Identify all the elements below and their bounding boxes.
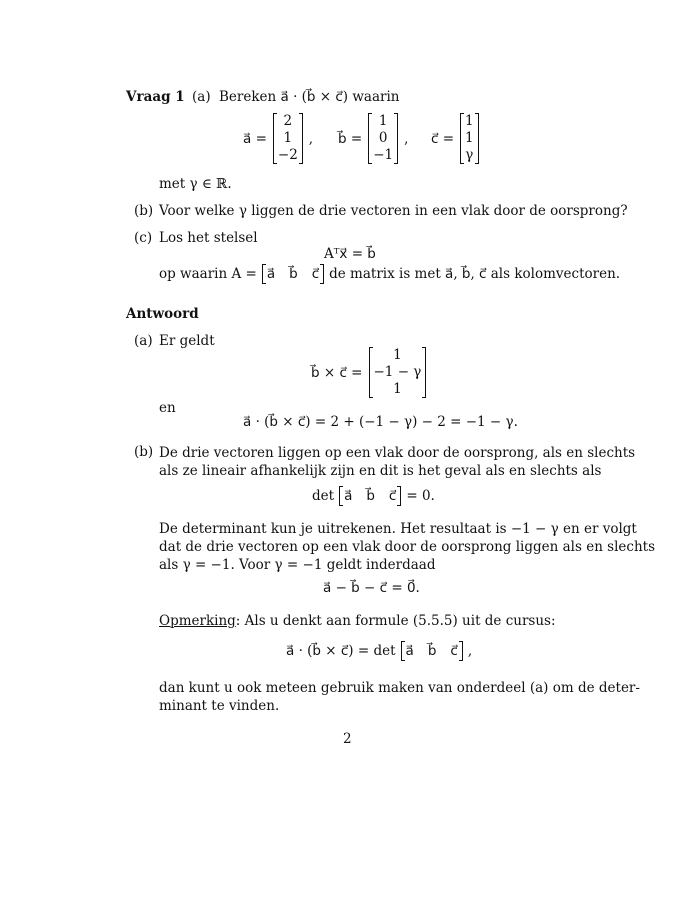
vector-a-lhs: a⃗ = (243, 130, 267, 147)
matrix-column: c⃗ (450, 643, 458, 659)
vector-a-entry: 1 (283, 130, 293, 146)
vector-b-entry: −1 (373, 147, 394, 163)
matrix-column: a⃗ (266, 266, 276, 282)
det-operator: det (312, 488, 335, 504)
answer-b-line: De determinant kun je uitrekenen. Het resultaat is −1 − γ en er volgt (159, 521, 637, 537)
vector-c-entry: γ (465, 147, 474, 163)
vector-c-definition (431, 113, 479, 164)
cross-product-vector (369, 347, 427, 398)
question-title: Vraag 1 (126, 89, 185, 105)
matrix-column: c⃗ (311, 266, 320, 282)
vector-a-entry: 2 (283, 113, 293, 129)
vector-c-entry: 1 (465, 113, 474, 129)
answer-b-label: (b) (134, 444, 154, 460)
det-suffix: = 0. (406, 488, 435, 504)
cross-product-lhs: b⃗ × c⃗ = (311, 364, 363, 381)
remark-text: : Als u denkt aan formule (5.5.5) uit de cursus: (235, 613, 556, 629)
comma: , (404, 130, 409, 147)
formula-suffix: , (467, 643, 473, 659)
matrix-a-suffix: de matrix is met a⃗, b⃗, c⃗ als kolomvectoren. (329, 266, 621, 282)
matrix-column: a⃗ (344, 488, 353, 504)
matrix-column: b⃗ (366, 488, 375, 504)
item-b-text: Voor welke γ liggen de drie vectoren in een vlak door de oorsprong? (159, 203, 628, 219)
system-equation: Aᵀx⃗ = b⃗ (324, 246, 376, 262)
cross-product-result (311, 347, 426, 398)
comma: , (308, 130, 314, 147)
closing-line: dan kunt u ook meteen gebruik maken van onderdeel (a) om de deter- (159, 680, 640, 696)
vector-b-definition (338, 113, 408, 164)
det-matrix (339, 486, 401, 506)
answer-b-line: De drie vectoren liggen op een vlak door de oorsprong, als en slechts (159, 445, 636, 461)
answer-b-line: dat de drie vectoren op een vlak door de oorsprong liggen als en slechts (159, 539, 656, 555)
answer-b-line: als γ = −1. Voor γ = −1 geldt inderdaad (159, 557, 436, 573)
vector-c-entry: 1 (465, 130, 474, 146)
matrix-a-definition (159, 264, 620, 284)
en-connector: en (159, 400, 176, 416)
remark (159, 613, 556, 629)
item-a-label: (a) (192, 89, 211, 105)
triple-product-formula (286, 641, 472, 661)
answer-a-label: (a) (134, 333, 153, 349)
matrix-column: a⃗ (405, 643, 414, 659)
answer-a-text: Er geldt (159, 333, 215, 349)
determinant-equation (312, 486, 435, 506)
vector-b-entry: 0 (378, 130, 388, 146)
matrix-column: c⃗ (388, 488, 397, 504)
answer-b-line: als ze lineair afhankelijk zijn en dit is het geval als en slechts als (159, 463, 602, 479)
gamma-condition: met γ ∈ ℝ. (159, 176, 232, 192)
cross-product-entry: 1 (393, 381, 402, 397)
answer-title: Antwoord (126, 306, 199, 322)
closing-line: minant te vinden. (159, 698, 280, 714)
vector-a-definition (243, 113, 313, 164)
matrix-a-prefix: op waarin A = (159, 266, 257, 282)
matrix-column: b⃗ (289, 266, 298, 282)
vector-b-entry: 1 (378, 113, 388, 129)
vector-c-matrix (460, 113, 479, 164)
item-c-text: Los het stelsel (159, 230, 258, 246)
cross-product-entry: −1 − γ (373, 364, 422, 380)
item-c-label: (c) (134, 230, 153, 246)
vector-b-matrix (368, 113, 398, 164)
cross-product-entry: 1 (393, 347, 402, 363)
vector-b-lhs: b⃗ = (338, 130, 363, 147)
item-a-text: Bereken a⃗ · (b⃗ × c⃗) waarin (219, 89, 400, 105)
dot-product-equation: a⃗ · (b⃗ × c⃗) = 2 + (−1 − γ) − 2 = −1 − γ. (243, 414, 518, 430)
vector-a-matrix (273, 113, 303, 164)
item-b-label: (b) (134, 203, 154, 219)
matrix-column: b⃗ (427, 643, 437, 659)
remark-label: Opmerking (159, 613, 236, 629)
page-number: 2 (343, 731, 352, 747)
vector-a-entry: −2 (277, 147, 298, 163)
linear-dependence-equation: a⃗ − b⃗ − c⃗ = 0⃗. (323, 580, 420, 596)
formula-lhs: a⃗ · (b⃗ × c⃗) = det (286, 643, 396, 659)
formula-matrix (401, 641, 463, 661)
vector-c-lhs: c⃗ = (431, 130, 455, 147)
matrix-a (262, 264, 324, 284)
